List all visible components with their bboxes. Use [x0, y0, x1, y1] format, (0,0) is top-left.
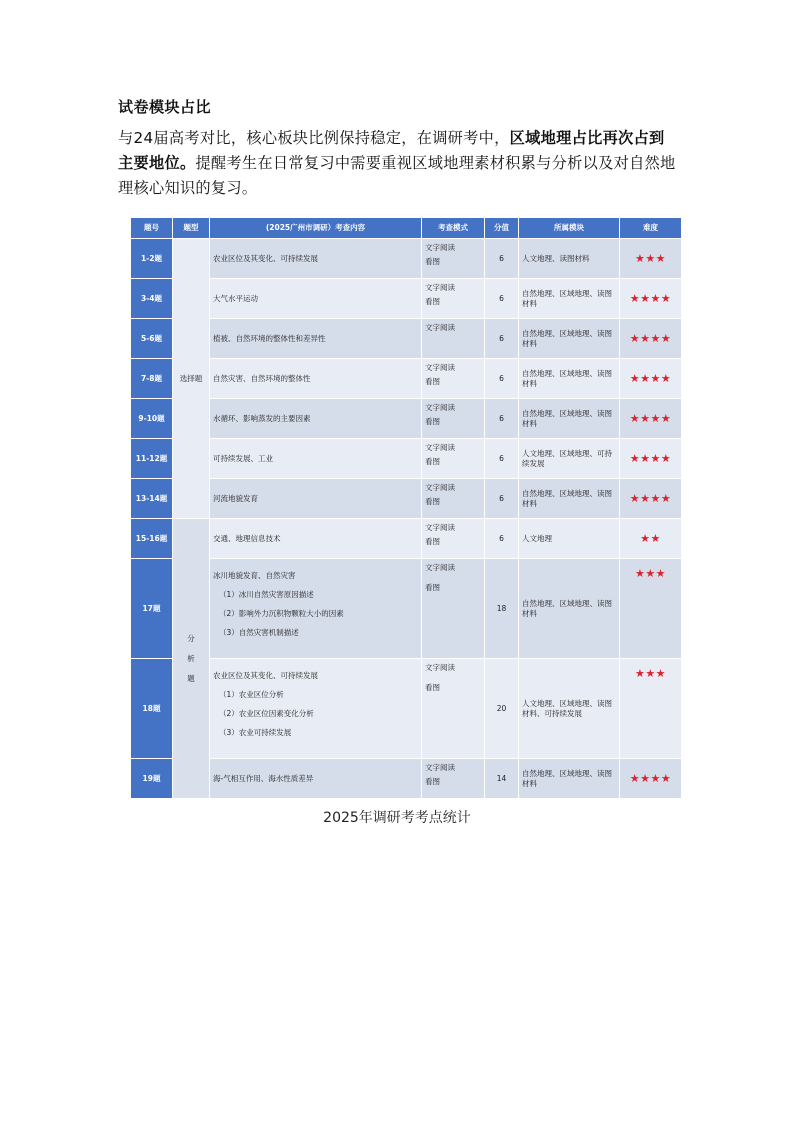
- mode-cell: [422, 659, 485, 759]
- content-sub-item: （2）农业区位因素变化分析: [219, 709, 314, 718]
- table-row: [131, 359, 682, 399]
- intro-text-1: 与24届高考对比，核心板块比例保持稳定，在调研考中，: [118, 129, 510, 147]
- content-main: 可持续发展、工业: [213, 453, 273, 463]
- score-cell: 18: [485, 559, 519, 659]
- score-cell: 6: [485, 439, 519, 479]
- content-main: 河流地貌发育: [213, 493, 258, 503]
- mode-item: 文字阅读: [425, 363, 455, 372]
- table-row: [131, 479, 682, 519]
- mode-item: 看图: [425, 257, 440, 266]
- intro-text-bold: 区域地理占比再次占到主要地位。: [118, 129, 665, 172]
- content-cell: [210, 279, 422, 319]
- difficulty-stars: ★★★★: [620, 359, 682, 399]
- content-main: 农业区位及其变化、可持续发展: [213, 253, 318, 263]
- header-type: 题型: [173, 218, 210, 239]
- question-number-cell: 13-14题: [131, 479, 173, 519]
- header-difficulty: 难度: [620, 218, 682, 239]
- content-cell: [210, 519, 422, 559]
- score-cell: 20: [485, 659, 519, 759]
- mode-item: 文字阅读: [425, 523, 455, 532]
- module-cell: 人文地理、读图材料: [519, 239, 620, 279]
- difficulty-stars: ★★★★: [620, 479, 682, 519]
- mode-item: 文字阅读: [425, 763, 455, 772]
- content-cell: [210, 359, 422, 399]
- section-heading: 试卷模块占比: [118, 98, 212, 116]
- mode-cell: [422, 439, 485, 479]
- content-main: 冰川地貌发育、自然灾害: [213, 571, 296, 580]
- content-sub-item: （3）农业可持续发展: [219, 728, 292, 737]
- table-row: [131, 759, 682, 799]
- difficulty-stars: ★★: [620, 519, 682, 559]
- score-cell: 6: [485, 519, 519, 559]
- question-number-cell: 17题: [131, 559, 173, 659]
- mode-item: 文字阅读: [425, 563, 455, 572]
- difficulty-stars: ★★★★: [620, 279, 682, 319]
- table-row: [131, 319, 682, 359]
- content-main: 交通、地理信息技术: [213, 533, 281, 543]
- mode-item: 看图: [425, 457, 440, 466]
- table-row: [131, 439, 682, 479]
- content-cell: [210, 439, 422, 479]
- question-type-choice: 选择题: [173, 239, 210, 519]
- header-module: 所属模块: [519, 218, 620, 239]
- table-caption: 2025年调研考考点统计: [323, 810, 471, 826]
- header-mode: 考查模式: [422, 218, 485, 239]
- content-main: 水循环、影响蒸发的主要因素: [213, 413, 311, 423]
- mode-item: 看图: [425, 417, 440, 426]
- content-main: 自然灾害、自然环境的整体性: [213, 373, 311, 383]
- table-header-row: [131, 218, 682, 239]
- content-main: 植被、自然环境的整体性和差异性: [213, 333, 326, 343]
- content-cell: [210, 659, 422, 759]
- question-number-cell: 5-6题: [131, 319, 173, 359]
- content-main: 海-气相互作用、海水性质差异: [213, 773, 314, 783]
- difficulty-stars: ★★★: [620, 559, 682, 659]
- mode-item: 文字阅读: [425, 283, 455, 292]
- score-cell: 6: [485, 399, 519, 439]
- mode-item: 看图: [425, 537, 440, 546]
- table-row: [131, 239, 682, 279]
- header-content: (2025广州市调研）考查内容: [210, 218, 422, 239]
- content-cell: [210, 759, 422, 799]
- intro-paragraph: [118, 126, 678, 201]
- score-cell: 6: [485, 319, 519, 359]
- mode-cell: [422, 319, 485, 359]
- module-cell: 自然地理、区域地理、读图材料: [519, 359, 620, 399]
- question-number-cell: 18题: [131, 659, 173, 759]
- mode-item: 看图: [425, 583, 440, 592]
- content-main: 农业区位及其变化、可持续发展: [213, 671, 318, 680]
- content-sub-item: （1）冰川自然灾害原因描述: [219, 590, 314, 599]
- module-cell: 人文地理: [519, 519, 620, 559]
- difficulty-stars: ★★★★: [620, 759, 682, 799]
- content-sub-item: （3）自然灾害机制描述: [219, 628, 299, 637]
- header-score: 分值: [485, 218, 519, 239]
- mode-item: 看图: [425, 297, 440, 306]
- mode-cell: [422, 239, 485, 279]
- mode-item: 看图: [425, 777, 440, 786]
- difficulty-stars: ★★★: [620, 239, 682, 279]
- question-type-char: 分: [187, 633, 195, 643]
- question-number-cell: 11-12题: [131, 439, 173, 479]
- mode-item: 看图: [425, 683, 440, 692]
- module-cell: 人文地理、区域地理、可持续发展: [519, 439, 620, 479]
- mode-item: 文字阅读: [425, 243, 455, 252]
- content-cell: [210, 399, 422, 439]
- module-cell: 自然地理、区域地理、读图材料: [519, 399, 620, 439]
- module-cell: 自然地理、区域地理、读图材料: [519, 279, 620, 319]
- exam-stats-table: [130, 217, 682, 799]
- content-cell: [210, 319, 422, 359]
- content-sub-item: （2）影响外力沉积物颗粒大小的因素: [219, 609, 344, 618]
- exam-stats-table-wrap: [130, 217, 681, 795]
- table-row: [131, 559, 682, 659]
- mode-item: 文字阅读: [425, 443, 455, 452]
- mode-cell: [422, 359, 485, 399]
- score-cell: 6: [485, 279, 519, 319]
- question-number-cell: 19题: [131, 759, 173, 799]
- mode-cell: [422, 399, 485, 439]
- content-cell: [210, 479, 422, 519]
- mode-cell: [422, 519, 485, 559]
- mode-item: 文字阅读: [425, 663, 455, 672]
- content-sub-item: （1）农业区位分析: [219, 690, 284, 699]
- mode-cell: [422, 279, 485, 319]
- score-cell: 6: [485, 479, 519, 519]
- question-number-cell: 3-4题: [131, 279, 173, 319]
- question-type-char: 题: [187, 673, 195, 683]
- content-cell: [210, 559, 422, 659]
- table-row: [131, 279, 682, 319]
- mode-item: 看图: [425, 497, 440, 506]
- table-row: [131, 659, 682, 759]
- question-type-analysis: [173, 519, 210, 799]
- difficulty-stars: ★★★★: [620, 319, 682, 359]
- score-cell: 6: [485, 359, 519, 399]
- table-row: [131, 399, 682, 439]
- module-cell: 人文地理、区域地理、读图材料、可持续发展: [519, 659, 620, 759]
- difficulty-stars: ★★★: [620, 659, 682, 759]
- score-cell: 6: [485, 239, 519, 279]
- question-type-char: 析: [187, 653, 195, 663]
- mode-item: 文字阅读: [425, 483, 455, 492]
- header-num: 题号: [131, 218, 173, 239]
- mode-cell: [422, 759, 485, 799]
- mode-item: 文字阅读: [425, 323, 455, 332]
- mode-item: 文字阅读: [425, 403, 455, 412]
- difficulty-stars: ★★★★: [620, 399, 682, 439]
- table-row: [131, 519, 682, 559]
- mode-cell: [422, 479, 485, 519]
- module-cell: 自然地理、区域地理、读图材料: [519, 759, 620, 799]
- question-number-cell: 7-8题: [131, 359, 173, 399]
- question-number-cell: 15-16题: [131, 519, 173, 559]
- module-cell: 自然地理、区域地理、读图材料: [519, 559, 620, 659]
- score-cell: 14: [485, 759, 519, 799]
- question-number-cell: 9-10题: [131, 399, 173, 439]
- mode-cell: [422, 559, 485, 659]
- module-cell: 自然地理、区域地理、读图材料: [519, 319, 620, 359]
- content-main: 大气水平运动: [213, 293, 258, 303]
- content-cell: [210, 239, 422, 279]
- intro-text-2: 提醒考生在日常复习中需要重视区域地理素材积累与分析以及对自然地理核心知识的复习。: [118, 154, 676, 197]
- mode-item: 看图: [425, 377, 440, 386]
- difficulty-stars: ★★★★: [620, 439, 682, 479]
- module-cell: 自然地理、区域地理、读图材料: [519, 479, 620, 519]
- question-number-cell: 1-2题: [131, 239, 173, 279]
